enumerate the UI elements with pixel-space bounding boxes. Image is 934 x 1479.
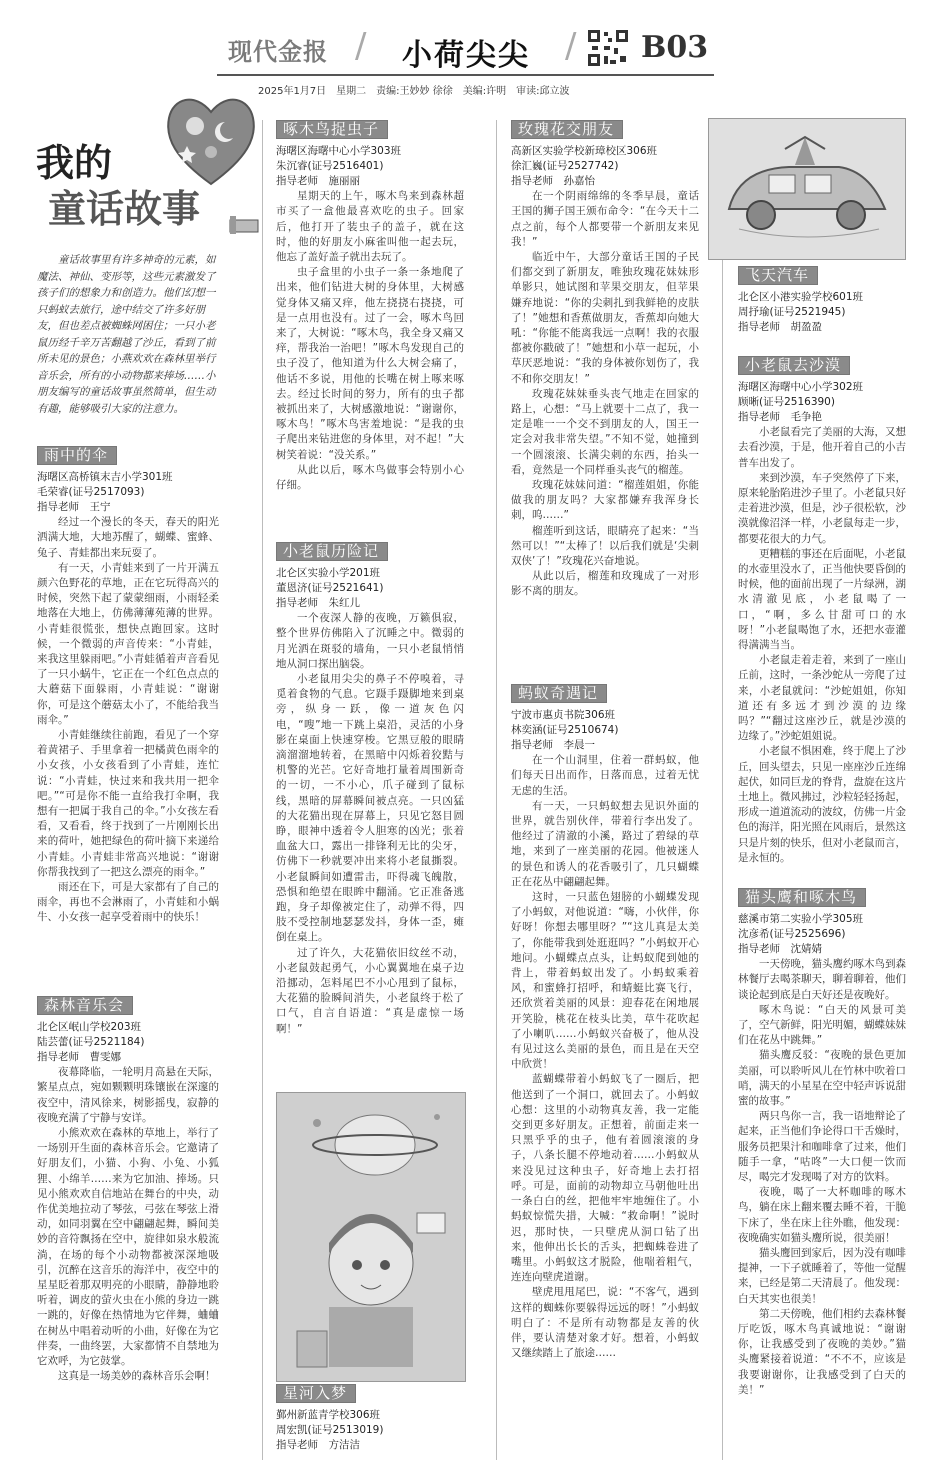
article-rain bbox=[37, 446, 219, 926]
paragraph: 有一天，小青蛙来到了一片开满五颜六色野花的草地，正在它玩得高兴的时候，突然下起了蒙蒙细雨，小雨轻柔地落在大地上，仿佛薄薄苑薄的世界。小青蛙很慌张，想快点跑回家。这时候，一个微弱的声音传来：“小青蛙，来我这里躲雨吧。”小青蛙循着声音看见了一只小蜗牛，它正在一个红色点点的大蘑菇下面躲雨，小青蛙说：“谢谢你，可是这个蘑菇太小了，不能给我当雨伞。” bbox=[37, 561, 219, 726]
article-teacher: 指导老师 胡盈盈 bbox=[738, 321, 822, 334]
paragraph: 小老鼠走着走着，来到了一座山丘前，这时，一条沙蛇从一旁爬了过来，小老鼠就问：“沙蛇姐姐，你知道还有多远才到沙漠的边缘吗？”“翻过这座沙丘，就是沙漠的边缘了。”沙蛇姐姐说。 bbox=[738, 654, 906, 743]
paragraph: 一天傍晚，猫头鹰约啄木鸟到森林餐厅去喝茶聊天，聊着聊着，他们谈论起到底是白天好还是夜晚好。 bbox=[738, 958, 906, 1001]
paragraph: 小老鼠看完了美丽的大海，又想去看沙漠，于是，他开着自己的小吉普车出发了。 bbox=[738, 426, 906, 469]
paragraph: 雨还在下，可是大家都有了自己的雨伞，再也不会淋雨了，小青蛙和小蜗牛、小女孩一起享受着雨中的快乐！ bbox=[37, 881, 219, 924]
article-school: 北仑区小港实验学校601班 bbox=[738, 291, 864, 304]
paragraph: 猫头鹰反驳：“夜晚的景色更加美丽，可以聆听风儿在竹林中吹着口哨，满天的小星星在空中轻声诉说甜蜜的故事。” bbox=[738, 1049, 906, 1108]
feature-intro bbox=[37, 252, 217, 417]
paragraph: 虫子盒里的小虫子一条一条地爬了出来，他们钻进大树的身体里，大树感觉身体又痛又痒，他左挠挠右挠挠，可是一点用也没有。过了一会，啄木鸟回来了，大树说：“啄木鸟，我全身又痛又痒，帮我治一治吧！”啄木鸟发现自己的虫子没了，他知道为什么大树会痛了，他话不多说，用他的长嘴在树上啄来啄去。经过长时间的努力，所有的虫子都被抓出来了，大树感激地说：“谢谢你，啄木鸟！”啄木鸟害羞地说：“是我的虫子爬出来钻进您的身体里，对不起！”大树笑着说：“没关系。” bbox=[276, 266, 464, 461]
article-ant bbox=[511, 684, 699, 1361]
feature-title bbox=[36, 140, 200, 232]
article-woodpecker bbox=[276, 120, 464, 493]
paragraph: 过了许久，大花猫依旧纹丝不动，小老鼠鼓起勇气，小心翼翼地在桌子边沿挪动，怎料尾巴不小心甩到了鼠标，大花猫的脸瞬间消失，小老鼠终于松了口气，自言自语道：“真是虚惊一场啊！” bbox=[276, 946, 464, 1035]
paragraph: 有一天，一只蚂蚁想去见识外面的世界，就告别伙伴，带着行李出发了。他经过了清澈的小溪，路过了碧绿的草地，来到了一座美丽的花园。他被迷人的景色和诱人的花香吸引了，几只蝴蝶正在花丛中翩翩起舞。 bbox=[511, 799, 699, 888]
column-divider bbox=[262, 120, 263, 1460]
section-name: 小荷尖尖 bbox=[402, 38, 530, 73]
article-galaxy bbox=[276, 1384, 464, 1453]
dateline: 2025年1月7日 星期二 责编:王妙妙 徐徐 美编:许明 审读:邱立波 bbox=[258, 86, 570, 97]
article-school: 鄞州新蓝青学校306班 bbox=[276, 1409, 381, 1422]
article-teacher: 指导老师 曹雯娜 bbox=[37, 1051, 121, 1064]
article-title: 蚂蚁奇遇记 bbox=[511, 684, 607, 703]
column-divider bbox=[496, 120, 497, 1460]
paragraph: 在一个阴雨绵绵的冬季早晨，童话王国的狮子国王颁布命令：“在今天十二点之前，每个人都要带一个新朋友来见我！” bbox=[511, 190, 699, 248]
article-title: 小老鼠去沙漠 bbox=[738, 356, 850, 375]
paragraph: 从此以后，啄木鸟做事会特别小心仔细。 bbox=[276, 463, 464, 492]
article-school: 海曙区海曙中心小学303班 bbox=[276, 145, 402, 158]
article-teacher: 指导老师 沈婧婧 bbox=[738, 943, 822, 956]
article-teacher: 指导老师 李晨一 bbox=[511, 739, 595, 752]
article-author: 朱沉睿(证号2516401) bbox=[276, 160, 384, 173]
flying-car-painting bbox=[708, 118, 906, 260]
column-divider bbox=[722, 120, 723, 1460]
article-teacher: 指导老师 毛争艳 bbox=[738, 411, 822, 424]
article-author: 董恩济(证号2521641) bbox=[276, 582, 384, 595]
article-teacher: 指导老师 朱红儿 bbox=[276, 597, 360, 610]
bed-illustration bbox=[228, 210, 260, 238]
article-rose bbox=[511, 120, 699, 600]
article-author: 陆芸蕾(证号2521184) bbox=[37, 1036, 145, 1049]
article-car bbox=[738, 266, 906, 335]
feature-title-line1: 我的 bbox=[36, 140, 113, 185]
paragraph: 小老鼠不惧困难，终于爬上了沙丘，回头望去，只见一座座沙丘连绵起伏，如同巨龙的脊背，盘旋在这片土地上。微风拂过，沙粒轻轻扬起，形成一道道流动的波纹，仿佛一片金色的海洋，阳光照在风雨后，景然这只是片刻的快乐，但对小老鼠而言，是永恒的。 bbox=[738, 745, 906, 864]
paragraph: 蓝蝴蝶带着小蚂蚁飞了一圈后，把他送到了一个洞口，就回去了。小蚂蚁心想：这里的小动物真友善，我一定能交到更多好朋友。正想着，前面走来一只黑乎乎的虫子，他有着圆滚滚的身子，八条长腿不停地动着……小蚂蚁从来没见过这种虫子，好奇地上去打招呼。可是，面前的动物却立马朝他吐出一条白白的丝，把他牢牢地缠住了。小蚂蚁惊慌失措，大喊：“救命啊！”说时迟，那时快，一只壁虎从洞口钻了出来，他伸出长长的舌头，把蜘蛛卷进了嘴里。小蚂蚁这才脱险，他喘着粗气，连连向壁虎道谢。 bbox=[511, 1073, 699, 1284]
article-owl bbox=[738, 888, 906, 1398]
article-teacher: 指导老师 施丽丽 bbox=[276, 175, 360, 188]
paragraph: 玫瑰花妹妹垂头丧气地走在回家的路上，心想：“马上就要十二点了，我一定是唯一一个交不到朋友的人，国王一定会对我非常失望。”不知不觉，她撞到一个圆滚滚、长满尖刺的东西，抬头一看，竟然是一个同样垂头丧气的榴莲。 bbox=[511, 387, 699, 476]
article-forest bbox=[37, 996, 219, 1384]
header-rule bbox=[217, 74, 714, 76]
article-author: 沈彦希(证号2525696) bbox=[738, 928, 846, 941]
paragraph: 来到沙漠，车子突然停了下来，原来轮胎陷进沙子里了。小老鼠只好走着进沙漠，但是，沙子很松软，沙漠就像沼泽一样，小老鼠每走一步，都要花很大的力气。 bbox=[738, 471, 906, 545]
article-school: 海曙区海曙中心小学302班 bbox=[738, 381, 864, 394]
paragraph: 啄木鸟说：“白天的风景可美了，空气新鲜，阳光明媚，蝴蝶妹妹们在花丛中跳舞。” bbox=[738, 1003, 906, 1047]
paragraph: 小青蛙继续往前跑，看见了一个穿着黄裙子、手里拿着一把橘黄色雨伞的小女孩，小女孩看到了小青蛙，连忙说：“小青蛙，快过来和我共用一把伞吧。”“可是你不能一直给我打伞啊，我想有一把属于我自己的伞。”小女孩左看看，又看看，终于找到了一片刚刚长出来的荷叶，她把绿色的荷叶摘下来递给小青蛙。小青蛙非常高兴地说：“谢谢你帮我找到了一把这么漂亮的雨伞。” bbox=[37, 729, 219, 878]
paragraph: 玫瑰花妹妹问道：“榴莲姐姐，你能做我的朋友吗？大家都嫌弃我浑身长刺，呜……” bbox=[511, 479, 699, 522]
article-teacher: 指导老师 方洁洁 bbox=[276, 1439, 360, 1452]
paragraph: 小老鼠用尖尖的鼻子不停嗅着，寻觅着食物的气息。它蹑手蹑脚地来到桌旁，纵身一跃，像一道灰色闪电，“嗖”地一下跳上桌沿，灵活的小身影在桌面上快速穿梭。它黑豆般的眼睛滴溜溜地转着，在黑暗中闪烁着狡黠与机警的光芒。它好奇地打量着周围新奇的一切，一不小心，爪子碰到了鼠标线，黑暗的屏幕瞬间被点亮。一只凶猛的大花猫出现在屏幕上，只见它怒目圆睁，眼神中透着令人胆寒的凶光；张着血盆大口，露出一排锋利无比的尖牙，仿佛下一秒就要冲出来将小老鼠撕裂。小老鼠瞬间如遭雷击，吓得魂飞魄散，恐惧和绝望在眼眸中翻涌。它正准备逃跑，身子却像被定住了，动弹不得，四肢不受控制地瑟瑟发抖，身体一歪，瘫倒在桌上。 bbox=[276, 673, 464, 944]
paragraph: 星期天的上午，啄木鸟来到森林超市买了一盒他最喜欢吃的虫子。回家后，他打开了装虫子的盖子，就在这时，他的好朋友小麻雀叫他一起去玩，他忘了盖好盖子就出去玩了。 bbox=[276, 190, 464, 264]
header-divider: / bbox=[355, 26, 367, 66]
paragraph: 两只鸟你一言，我一语地辩论了起来，正当他们争论得口干舌燥时，服务员把果汁和咖啡拿了过来，他们随手一拿，“咕咚”一大口便一饮而尽，喝完才发现喝了对方的饮料。 bbox=[738, 1110, 906, 1184]
article-mouse-adventure bbox=[276, 542, 464, 1037]
article-author: 徐汇巍(证号2527742) bbox=[511, 160, 619, 173]
article-school: 宁波市惠贞书院306班 bbox=[511, 709, 616, 722]
paragraph: 一个夜深人静的夜晚，万籁俱寂，整个世界仿佛陷入了沉睡之中。微弱的月光洒在斑驳的墙角，一只小老鼠悄悄地从洞口探出脑袋。 bbox=[276, 612, 464, 670]
paragraph: 在一个山洞里，住着一群蚂蚁，他们每天日出而作，日落而息，过着无忧无虑的生活。 bbox=[511, 754, 699, 797]
paragraph: 第二天傍晚，他们相约去森林餐厅吃饭，啄木鸟真诚地说：“谢谢你，让我感受到了夜晚的美妙。”猫头鹰紧接着说道：“不不不，应该是我要谢谢你，让我感受到了白天的美！” bbox=[738, 1307, 906, 1396]
article-mouse-desert bbox=[738, 356, 906, 866]
paragraph: 从此以后，榴莲和玫瑰成了一对形影不离的朋友。 bbox=[511, 570, 699, 598]
article-title: 小老鼠历险记 bbox=[276, 542, 388, 561]
paragraph: 壁虎甩甩尾巴，说：“不客气，遇到这样的蜘蛛你要躲得远远的呀！”小蚂蚁明白了：不是所有动物都是友善的伙伴，要认清楚对象才好。想着，小蚂蚁又继续踏上了旅途…… bbox=[511, 1286, 699, 1360]
paragraph: 夜幕降临，一轮明月高悬在天际，繁星点点，宛如颗颗明珠镶嵌在深邃的夜空中，清风徐来，树影摇曳，寂静的夜晚充满了宁静与安详。 bbox=[37, 1066, 219, 1124]
paragraph: 榴莲听到这话，眼睛亮了起来：“当然可以！”“太棒了！以后我们就是‘尖刺双侠’了！”玫瑰花兴奋地说。 bbox=[511, 524, 699, 568]
article-title: 啄木鸟捉虫子 bbox=[276, 120, 388, 139]
article-author: 周宏凯(证号2513019) bbox=[276, 1424, 384, 1437]
article-author: 顾晰(证号2516390) bbox=[738, 396, 835, 409]
article-teacher: 指导老师 王宁 bbox=[37, 501, 111, 514]
header-divider: / bbox=[565, 26, 577, 66]
paragraph: 更糟糕的事还在后面呢，小老鼠的水壶里没水了，正当他快要昏倒的时候，他的面前出现了一片绿洲，湖水清澈见底，小老鼠喝了一口，“啊，多么甘甜可口的水呀！”小老鼠喝饱了水，还把水壶灌得满满当当。 bbox=[738, 547, 906, 652]
galaxy-dream-painting bbox=[276, 1092, 466, 1382]
article-school: 高新区实验学校新璋校区306班 bbox=[511, 145, 658, 158]
article-author: 周抒瑜(证号2521945) bbox=[738, 306, 846, 319]
paragraph: 这真是一场美妙的森林音乐会啊！ bbox=[58, 1370, 216, 1383]
article-title: 猫头鹰和啄木鸟 bbox=[738, 888, 866, 907]
feature-title-line2: 童话故事 bbox=[48, 186, 201, 231]
article-school: 北仑区岷山学校203班 bbox=[37, 1021, 142, 1034]
paragraph: 猫头鹰回到家后，因为没有咖啡提神，一下子就睡着了，等他一觉醒来，已经是第二天清晨了。他发现：白天其实也很美！ bbox=[738, 1247, 906, 1305]
article-author: 毛荣睿(证号2517093) bbox=[37, 486, 145, 499]
article-school: 慈溪市第二实验小学305班 bbox=[738, 913, 864, 926]
article-school: 海曙区高桥镇末吉小学301班 bbox=[37, 471, 173, 484]
article-school: 北仑区实验小学201班 bbox=[276, 567, 381, 580]
article-title: 雨中的伞 bbox=[37, 446, 117, 465]
qr-code-icon bbox=[586, 28, 630, 68]
article-title: 飞天汽车 bbox=[738, 266, 818, 285]
page-number: B03 bbox=[641, 30, 709, 65]
paragraph: 小熊欢欢在森林的草地上，举行了一场别开生面的森林音乐会。它邀请了好朋友们，小猫、小狗、小兔、小狐狸、小绵羊……来为它加油、捧场。只见小熊欢欢自信地站在舞台的中央，动作优美地拉动了琴弦，弓弦在琴弦上滑动，如同羽翼在空中翩翩起舞，瞬间美妙的音符飘扬在空中，旋律如泉水般流淌，在场的每个小动物都被深深地吸引，沉醉在这音乐的海洋中，夜空中的星星眨着那双明亮的小眼睛，静静地聆听着，调皮的萤火虫在小熊的身边一跳一跳的，好像在热情地为它伴舞，蛐蛐在树丛中唱着动听的小曲，好像在为它伴奏，一曲终罢，大家都情不自禁地为它欢呼，为它鼓掌。 bbox=[37, 1127, 219, 1368]
paragraph: 这时，一只蓝色翅膀的小蝴蝶发现了小蚂蚁，对他说道：“嗨，小伙伴，你好呀！你想去哪里呀？”“这儿真是太美了，你能带我到处逛逛吗？”小蚂蚁开心地问。小蝴蝶点点头，让蚂蚁爬到她的背上，带着蚂蚁出发了。小蚂蚁乘着风，和蜜蜂打招呼，和蜻蜓比赛飞行，还欣赏着美丽的风景：迎春花在闲地展开笑脸，桃花在枝头比美，草牛花吹起了小喇叭……小蚂蚁兴奋极了，他从没有见过这么美丽的景色，而且是在天空中欣赏！ bbox=[511, 891, 699, 1071]
paragraph: 夜晚，喝了一大杯咖啡的啄木鸟，躺在床上翻来覆去睡不着，干脆下床了，坐在床上往外瞧，他发现：夜晚确实如猫头鹰所说，很美丽！ bbox=[738, 1186, 906, 1244]
article-teacher: 指导老师 孙嘉怡 bbox=[511, 175, 595, 188]
article-author: 林奕涵(证号2510674) bbox=[511, 724, 619, 737]
paragraph: 临近中午，大部分童话王国的子民们都交到了新朋友，唯独玫瑰花妹妹形单影只，她试图和苹果交朋友，但苹果嫌弃地说：“你的尖刺扎到我鲜艳的皮肤了！”她想和香蕉做朋友，香蕉却向她大吼：“你能不能离我远一点啊！我的衣服都被你戳破了！”她想和小草一起玩，小草厌恶地说：“我的身体被你划伤了，我不和你交朋友！” bbox=[511, 251, 699, 385]
newspaper-name: 现代金报 bbox=[228, 38, 328, 66]
paragraph: 经过一个漫长的冬天，春天的阳光洒满大地，大地苏醒了，蝴蝶、蜜蜂、兔子、青蛙都出来玩耍了。 bbox=[37, 516, 219, 559]
article-title: 玫瑰花交朋友 bbox=[511, 120, 623, 139]
article-title: 星河入梦 bbox=[276, 1384, 356, 1403]
article-title: 森林音乐会 bbox=[37, 996, 133, 1015]
feature-intro-text: 童话故事里有许多神奇的元素，如魔法、神仙、变形等，这些元素激发了孩子们的想象力和创造力。他们幻想一只蚂蚁去旅行，途中结交了许多好朋友，但也差点被蜘蛛网困住；一只小老鼠历经千辛万苦翻越了沙丘，看到了前所未见的景色；小燕欢欢在森林里举行音乐会，所有的小动物都来捧场……小朋友编写的童话故事虽然简单，但生动有趣，能够吸引大家的注意力。 bbox=[37, 254, 216, 415]
